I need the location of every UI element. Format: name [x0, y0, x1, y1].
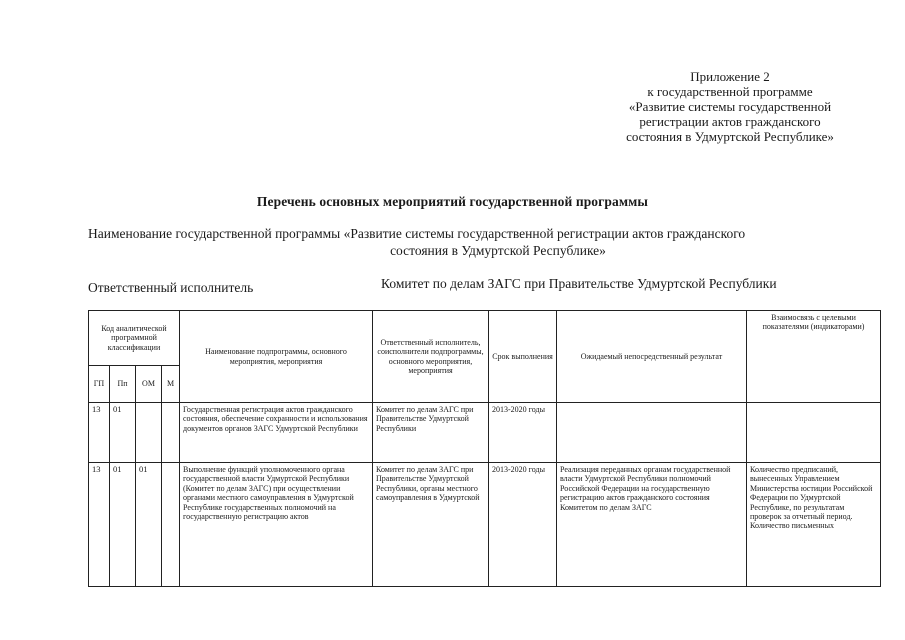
cell-term: 2013-2020 годы — [489, 403, 557, 463]
cell-pp: 01 — [110, 463, 136, 587]
table-header-row — [89, 311, 881, 366]
header-term: Срок выполнения — [489, 311, 557, 403]
header-gp: ГП — [89, 366, 110, 403]
cell-m — [162, 463, 180, 587]
header-result: Ожидаемый непосредственный результат — [557, 311, 747, 403]
events-table — [88, 310, 881, 587]
cell-m — [162, 403, 180, 463]
cell-responsible: Комитет по делам ЗАГС при Правительстве Удмуртской Республики, органы местного самоуправления в Удмуртской — [373, 463, 489, 587]
cell-pp: 01 — [110, 403, 136, 463]
cell-name: Выполнение функций уполномоченного органа государственной власти Удмуртской Республики (Комитет по делам ЗАГС) при осуществлении органами местного самоуправления в Удмуртской Республике государственных полномочий на государственную регистрацию актов — [180, 463, 373, 587]
cell-responsible: Комитет по делам ЗАГС при Правительстве Удмуртской Республики — [373, 403, 489, 463]
annex-line: к государственной программе — [647, 84, 813, 99]
cell-om: 01 — [136, 463, 162, 587]
annex-header — [585, 69, 875, 144]
table-row — [89, 403, 881, 463]
cell-gp: 13 — [89, 463, 110, 587]
program-name-line1: Наименование государственной программы «Развитие системы государственной регистрации актов гражданского — [88, 226, 746, 241]
table-row — [89, 463, 881, 587]
header-code-classification: Код аналитической программной классификации — [89, 311, 180, 366]
annex-line: состояния в Удмуртской Республике» — [626, 129, 834, 144]
header-name: Наименование подпрограммы, основного мероприятия, мероприятия — [180, 311, 373, 403]
cell-result — [557, 403, 747, 463]
header-m: М — [162, 366, 180, 403]
cell-term: 2013-2020 годы — [489, 463, 557, 587]
header-responsible: Ответственный исполнитель, соисполнители подпрограммы, основного мероприятия, мероприятия — [373, 311, 489, 403]
annex-line: Приложение 2 — [690, 69, 770, 84]
program-name — [88, 225, 848, 259]
annex-line: регистрации актов гражданского — [639, 114, 821, 129]
cell-gp: 13 — [89, 403, 110, 463]
annex-line: «Развитие системы государственной — [628, 99, 832, 114]
document-title: Перечень основных мероприятий государственной программы — [256, 194, 649, 209]
header-om: ОМ — [136, 366, 162, 403]
cell-om — [136, 403, 162, 463]
executor-label: Ответственный исполнитель — [88, 280, 254, 295]
cell-indicators — [747, 403, 881, 463]
header-pp: Пп — [110, 366, 136, 403]
executor-value: Комитет по делам ЗАГС при Правительстве Удмуртской Республики — [381, 276, 777, 291]
cell-name: Государственная регистрация актов гражданского состояния, обеспечение сохранности и использования документов органов ЗАГС Удмуртской Республики — [180, 403, 373, 463]
program-name-line2: состояния в Удмуртской Республике» — [390, 243, 606, 258]
cell-indicators: Количество предписаний, вынесенных Управлением Министерства юстиции Российской Федерации по Удмуртской Республике, по результатам проверок за отчетный период. Количество письменных — [747, 463, 881, 587]
cell-result: Реализация переданных органам государственной власти Удмуртской Республики полномочий Российской Федерации на государственную регистрацию актов гражданского состояния Комитетом по делам ЗАГС — [557, 463, 747, 587]
header-indicators: Взаимосвязь с целевыми показателями (индикаторами) — [747, 311, 881, 403]
